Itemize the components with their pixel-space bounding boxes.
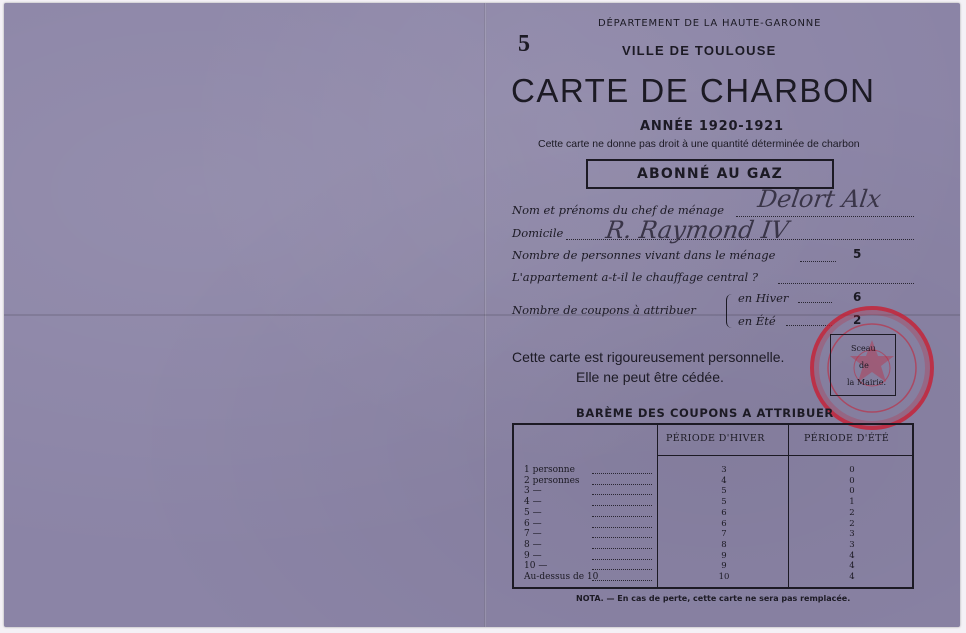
table-row-leader <box>592 494 652 495</box>
winter-cell: 9 <box>721 551 727 561</box>
winter-cell: 8 <box>721 540 727 550</box>
table-row-label: 7 — <box>524 529 542 539</box>
table-row-leader <box>592 527 652 528</box>
winter-cell: 5 <box>721 486 727 496</box>
table-row-label: 10 — <box>524 561 548 571</box>
table-row-leader <box>592 580 652 581</box>
coupon-table <box>512 423 914 589</box>
seal-text-3: la Mairie. <box>847 378 887 387</box>
summer-cell: 0 <box>849 486 855 496</box>
summer-cell: 4 <box>849 561 855 571</box>
summer-cell: 4 <box>849 551 855 561</box>
table-row-leader <box>592 548 652 549</box>
footer-note: NOTA. — En cas de perte, cette carte ne sera pas remplacée. <box>576 594 851 603</box>
table-row-leader <box>592 559 652 560</box>
table-row-leader <box>592 516 652 517</box>
winter-cell: 3 <box>721 465 727 475</box>
column-divider-2 <box>788 425 789 587</box>
summer-cell: 0 <box>849 476 855 486</box>
table-row-label: 3 — <box>524 486 542 496</box>
seal-text-1: Sceau <box>851 344 876 353</box>
table-row-label: 8 — <box>524 540 542 550</box>
summer-label: en Été <box>738 314 776 328</box>
winter-cell: 7 <box>721 529 727 539</box>
table-row-leader <box>592 537 652 538</box>
persons-label: Nombre de personnes vivant dans le ménage <box>512 248 776 262</box>
card-number: 5 <box>518 31 530 57</box>
summer-column-header: PÉRIODE D'ÉTÉ <box>804 433 890 444</box>
summer-cell: 2 <box>849 508 855 518</box>
table-row-label: Au-dessus de 10 <box>524 572 599 582</box>
table-row-leader <box>592 484 652 485</box>
city-heading: VILLE DE TOULOUSE <box>622 43 777 58</box>
summer-value: 2 <box>853 313 862 327</box>
winter-cell: 9 <box>721 561 727 571</box>
header-divider <box>658 455 912 456</box>
notice-line-2: Elle ne peut être cédée. <box>576 369 724 385</box>
card-title: CARTE DE CHARBON <box>511 72 876 109</box>
summer-cell: 0 <box>849 465 855 475</box>
coupons-label: Nombre de coupons à attribuer <box>512 303 696 317</box>
table-row-label: 6 — <box>524 519 542 529</box>
name-handwritten: Delort Alx <box>756 185 883 213</box>
department-heading: DÉPARTEMENT DE LA HAUTE-GARONNE <box>598 18 822 29</box>
address-label: Domicile <box>512 226 564 240</box>
table-row-label: 4 — <box>524 497 542 507</box>
winter-column-header: PÉRIODE D'HIVER <box>666 433 765 444</box>
persons-leader <box>800 261 836 262</box>
address-handwritten: R. Raymond IV <box>604 216 791 244</box>
seal-box <box>830 334 896 396</box>
card-subtitle: Cette carte ne donne pas droit à une quantité déterminée de charbon <box>538 138 860 150</box>
winter-cell: 6 <box>721 519 727 529</box>
summer-cell: 3 <box>849 540 855 550</box>
summer-cell: 3 <box>849 529 855 539</box>
summer-cell: 2 <box>849 519 855 529</box>
summer-cell: 4 <box>849 572 855 582</box>
table-row-label: 2 personnes <box>524 476 580 486</box>
heating-label: L'appartement a-t-il le chauffage central ? <box>512 270 759 284</box>
winter-label: en Hiver <box>738 291 789 305</box>
table-row-label: 9 — <box>524 551 542 561</box>
table-row-label: 1 personne <box>524 465 575 475</box>
winter-value: 6 <box>853 290 862 304</box>
notice-line-1: Cette carte est rigoureusement personnelle. <box>512 349 785 365</box>
subscriber-label: ABONNÉ AU GAZ <box>636 166 783 182</box>
winter-leader <box>798 302 832 303</box>
heating-leader <box>778 283 914 284</box>
table-row-leader <box>592 569 652 570</box>
persons-value: 5 <box>853 247 862 261</box>
table-row-leader <box>592 473 652 474</box>
winter-cell: 4 <box>721 476 727 486</box>
table-row-leader <box>592 505 652 506</box>
summer-cell: 1 <box>849 497 855 507</box>
table-heading: BARÈME DES COUPONS A ATTRIBUER <box>576 406 834 420</box>
year-heading: ANNÉE 1920-1921 <box>640 119 784 134</box>
winter-cell: 6 <box>721 508 727 518</box>
table-row-label: 5 — <box>524 508 542 518</box>
winter-cell: 5 <box>721 497 727 507</box>
coupons-brace <box>726 294 734 328</box>
column-divider-1 <box>657 425 658 587</box>
name-label: Nom et prénoms du chef de ménage <box>512 203 725 217</box>
winter-cell: 10 <box>718 572 730 582</box>
seal-text-2: de <box>859 361 869 370</box>
